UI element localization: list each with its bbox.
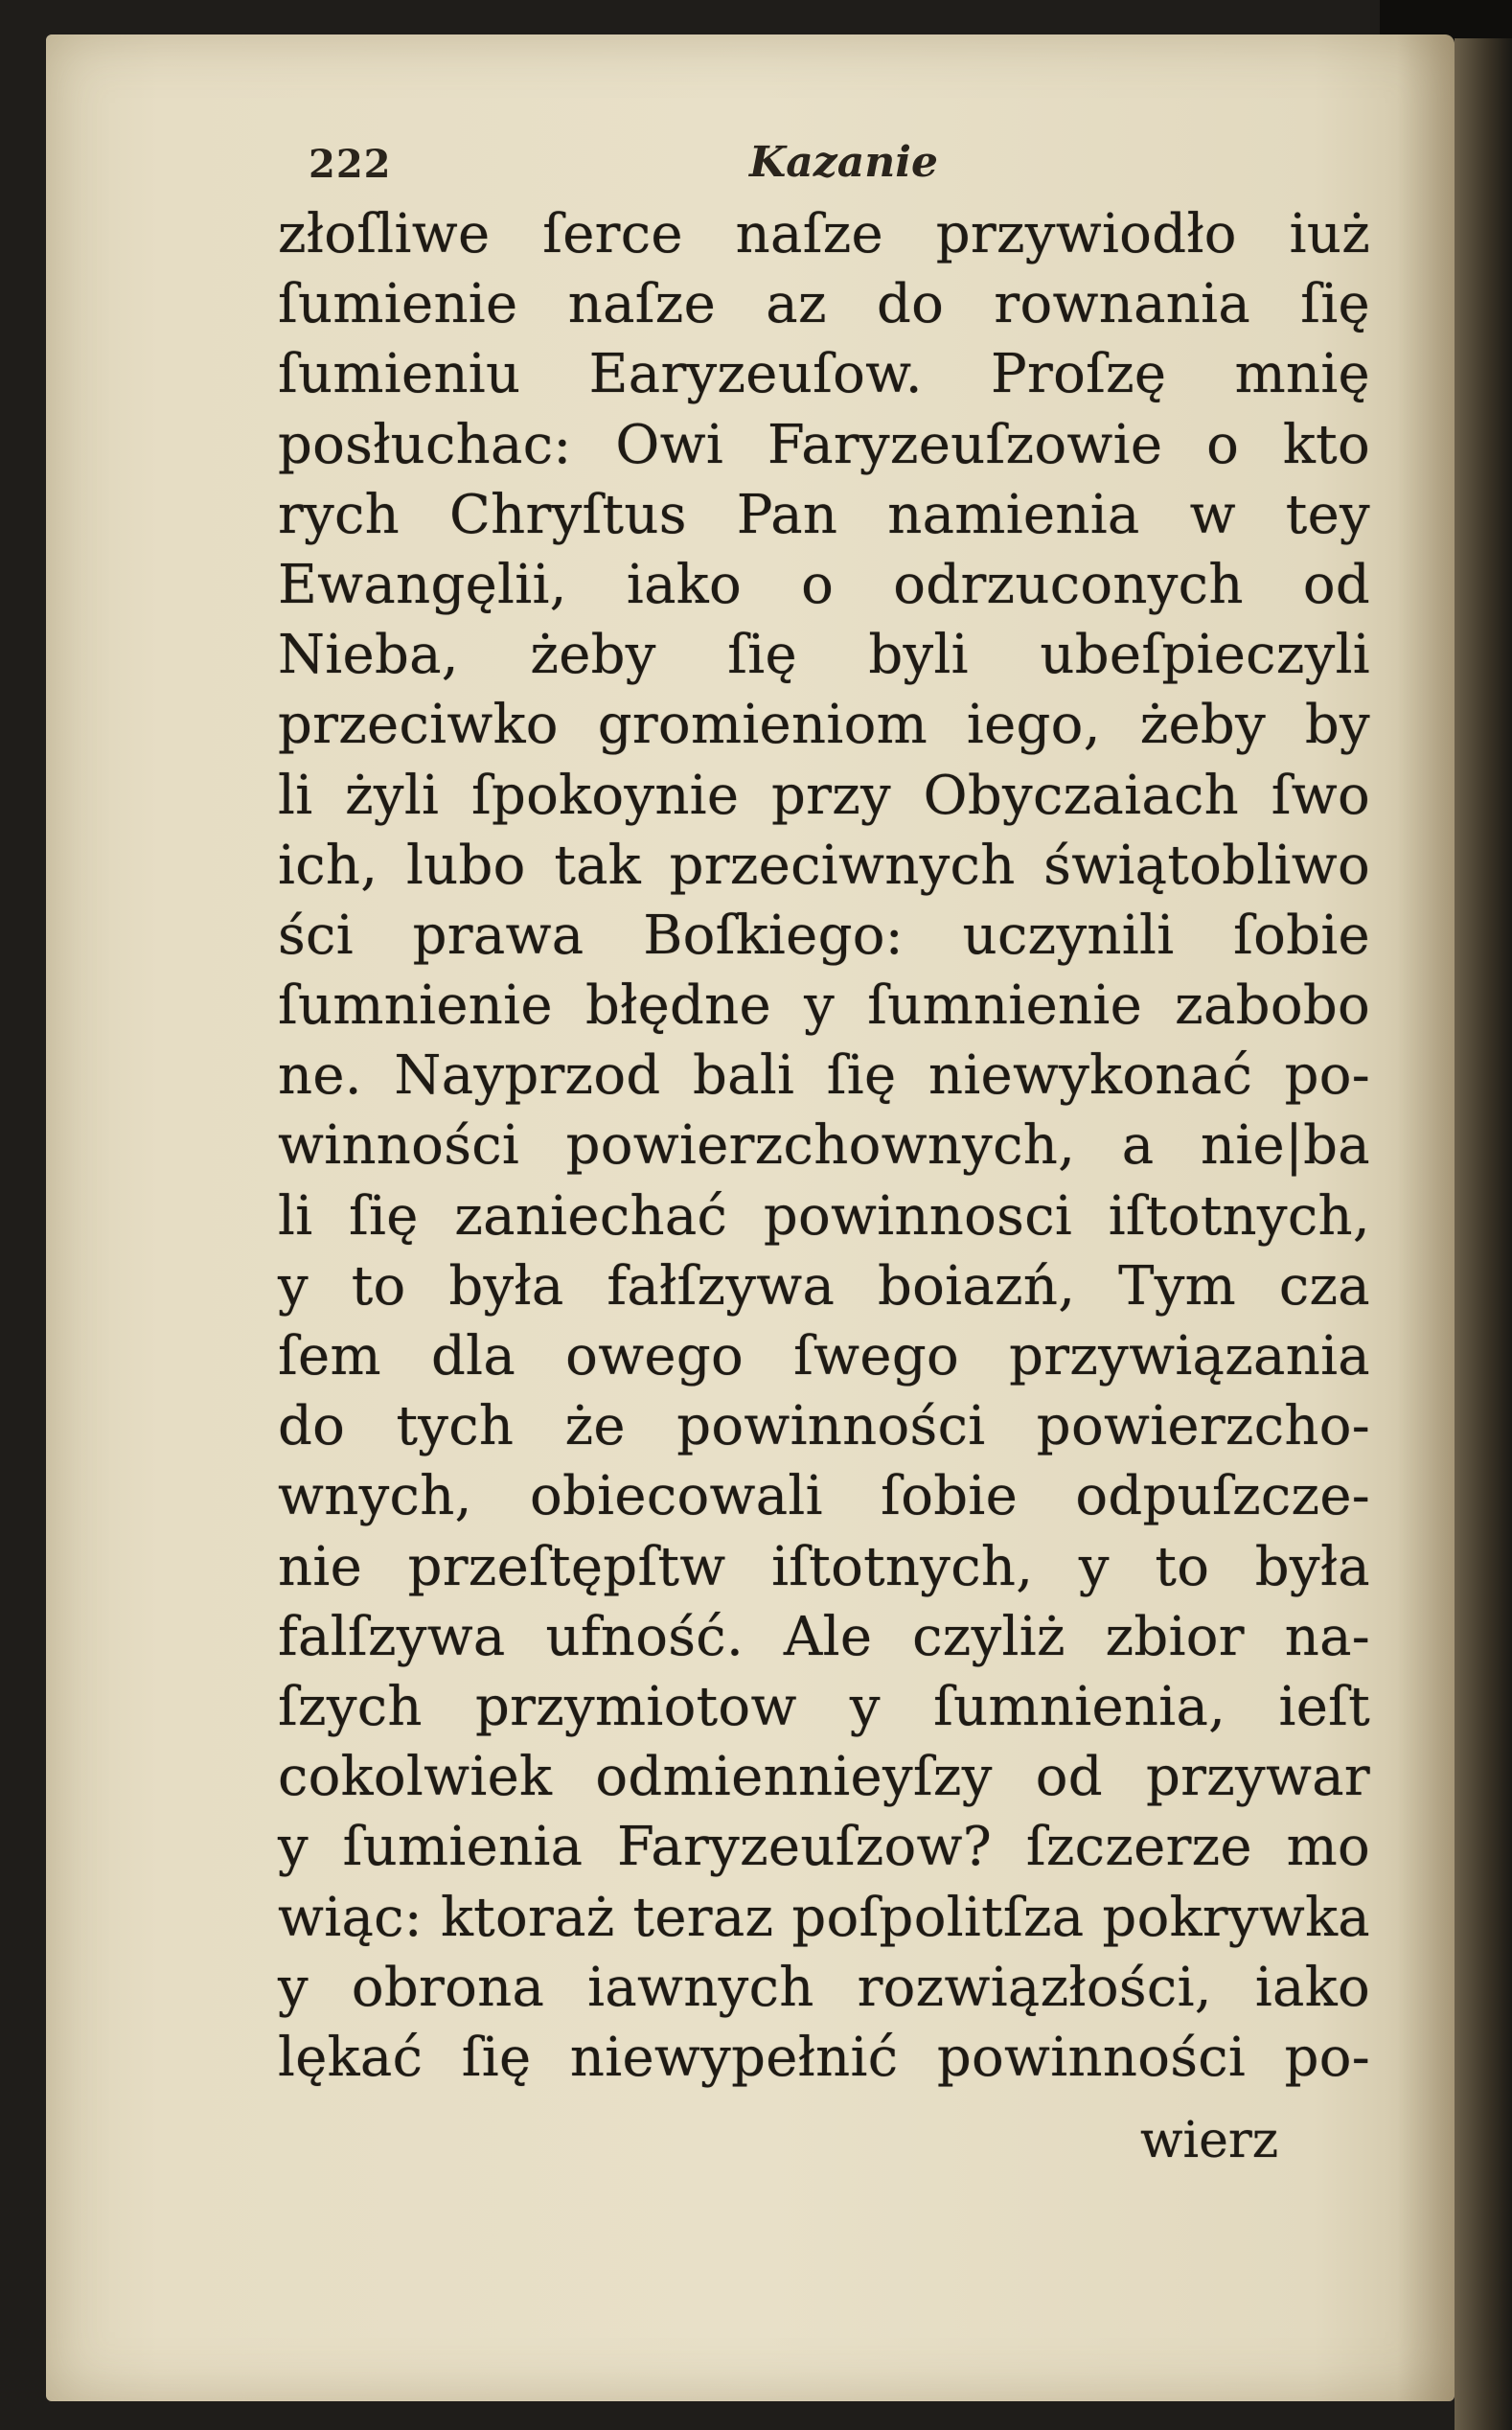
- text-line: ich, lubo tak przeciwnych świątobliwo: [278, 834, 1370, 897]
- text-line: winności powierzchownych, a nie|ba: [278, 1114, 1370, 1178]
- page-text: [278, 199, 1370, 2093]
- text-line: falſzywa ufność. Ale czyliż zbior na-: [278, 1605, 1370, 1668]
- text-line: lękać ſię niewypełnić powinności po-: [278, 2026, 1370, 2089]
- text-line: ſumnienie błędne y ſumnienie zabobo: [278, 974, 1370, 1038]
- text-line: do tych że powinności powierzcho-: [278, 1395, 1370, 1458]
- running-title: Kazanie: [749, 138, 938, 187]
- text-line: ſumieniu Earyzeuſow. Proſzę mnię: [278, 343, 1370, 406]
- text-line: ści prawa Boſkiego: uczynili ſobie: [278, 904, 1370, 967]
- text-line: cokolwiek odmiennieyſzy od przywar: [278, 1746, 1370, 1809]
- text-line: Nieba, żeby ſię byli ubeſpieczyli: [278, 624, 1370, 687]
- text-line: Ewangęlii, iako o odrzuconych od: [278, 553, 1370, 616]
- text-line: nie przeſtępſtw iſtotnych, y to była: [278, 1535, 1370, 1598]
- text-line: ſumienie naſze az do rownania ſię: [278, 273, 1370, 336]
- text-line: przeciwko gromieniom iego, żeby by: [278, 694, 1370, 757]
- text-line: wiąc: ktoraż teraz poſpolitſza pokrywka: [278, 1886, 1370, 1949]
- text-line: wnych, obiecowali ſobie odpuſzcze-: [278, 1465, 1370, 1528]
- text-line: ne. Nayprzod bali ſię niewykonać po-: [278, 1044, 1370, 1108]
- text-line: rych Chryſtus Pan namienia w tey: [278, 483, 1370, 546]
- page-header: [309, 138, 1363, 199]
- text-line: ſzych przymiotow y ſumnienia, ieſt: [278, 1675, 1370, 1738]
- text-line: złoſliwe ſerce naſze przywiodło iuż: [278, 203, 1370, 265]
- page-number: 222: [309, 142, 392, 187]
- book-edge: [1455, 38, 1512, 2430]
- text-line: y ſumienia Faryzeuſzow? ſzczerze mo: [278, 1816, 1370, 1879]
- text-line: y to była fałſzywa boiazń, Tym cza: [278, 1254, 1370, 1318]
- text-line: ſem dla owego ſwego przywiązania: [278, 1325, 1370, 1387]
- text-line: li żyli ſpokoynie przy Obyczaiach ſwo: [278, 764, 1370, 827]
- text-line: y obrona iawnych rozwiązłości, iako: [278, 1956, 1370, 2019]
- text-line: li ſię zaniechać powinnosci iſtotnych,: [278, 1184, 1370, 1248]
- catchword: wierz: [1140, 2112, 1279, 2169]
- text-line: posłuchac: Owi Faryzeuſzowie o kto: [278, 413, 1370, 476]
